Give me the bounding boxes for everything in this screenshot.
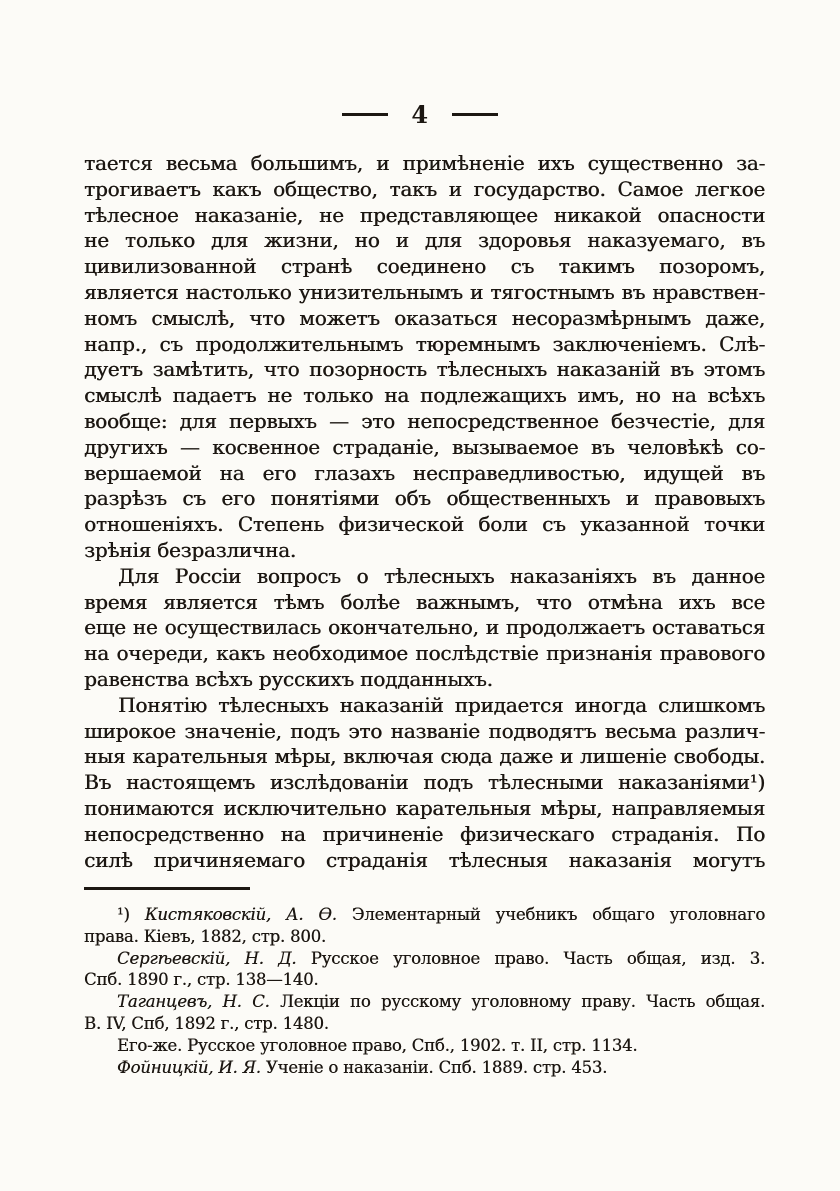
footnote-text: Ученіе о наказаніи. Спб. 1889. стр. 453. [260, 1057, 608, 1077]
footnote-text: Лекціи по русскому уголовному праву. Часть общая. [269, 992, 765, 1012]
text-line: напр., съ продолжительнымъ тюремнымъ заключеніемъ. Слѣ- [84, 331, 765, 356]
text-line: зрѣнія безразлична. [84, 537, 296, 562]
footnote-separator [84, 887, 250, 890]
text-line: понимаются исключительно карательныя мѣры, направляемыя [84, 795, 765, 820]
footnote-author: Сергѣевскій, Н. Д. [117, 948, 297, 968]
text-line: силѣ причиняемаго страданія тѣлесныя наказанія могутъ [84, 847, 765, 872]
footnote-line [84, 904, 765, 926]
text-line: Понятію тѣлесныхъ наказаній придается иногда слишкомъ [118, 692, 765, 717]
text-line: смыслѣ падаетъ не только на подлежащихъ имъ, но на всѣхъ [84, 383, 765, 408]
text-line: время является тѣмъ болѣе важнымъ, что отмѣна ихъ все [84, 589, 765, 614]
footnote-text: Элементарный учебникъ общаго уголовнаго [336, 905, 765, 924]
text-line: дуетъ замѣтить, что позорность тѣлесныхъ наказаній въ этомъ [84, 357, 765, 382]
footnotes [84, 904, 765, 1078]
text-line: тается весьма большимъ, и примѣненіе ихъ существенно за- [84, 151, 765, 175]
text-line: вообще: для первыхъ — это непосредственное безчестіе, для [84, 408, 765, 433]
footnote-line: Его-же. Русское уголовное право, Спб., 1902. т. II, стр. 1134. [117, 1035, 638, 1055]
text-line: Для Россіи вопросъ о тѣлесныхъ наказаніяхъ въ данное [118, 563, 765, 588]
header-dash-right-icon [452, 113, 498, 116]
header-dash-left-icon [342, 113, 388, 116]
footnote-line: права. Кіевъ, 1882, стр. 800. [84, 926, 326, 946]
text-line: равенства всѣхъ русскихъ подданныхъ. [84, 666, 493, 691]
text-line: тѣлесное наказаніе, не представляющее никакой опасности [84, 202, 765, 227]
text-line: отношеніяхъ. Степень физической боли съ указанной точки [84, 512, 765, 537]
footnote-author: Кистяковскій, А. Ѳ. [144, 905, 337, 924]
footnote-line [84, 991, 765, 1013]
footnote-line [84, 1057, 765, 1079]
footnote-marker: ¹) [117, 905, 145, 924]
text-line: не только для жизни, но и для здоровья наказуемаго, въ [84, 228, 765, 253]
text-line: вершаемой на его глазахъ несправедливостью, идущей въ [84, 460, 765, 485]
body-text [84, 151, 765, 873]
text-line: является настолько унизительнымъ и тягостнымъ въ нравствен- [84, 279, 765, 304]
paragraph [84, 693, 765, 874]
text-line: номъ смыслѣ, что можетъ оказаться несоразмѣрнымъ даже, [84, 305, 765, 330]
text-line: другихъ — косвенное страданіе, вызываемое въ человѣкѣ со- [84, 434, 765, 459]
text-line: разрѣзъ съ его понятіями объ общественныхъ и правовыхъ [84, 486, 765, 511]
text-line: цивилизованной странѣ соединено съ такимъ позоромъ, [84, 254, 765, 279]
text-line: еще не осуществилась окончательно, и продолжаетъ оставаться [84, 615, 765, 640]
footnote-line: В. IV, Спб, 1892 г., стр. 1480. [84, 1013, 329, 1033]
paragraph [84, 564, 765, 693]
text-line: трогиваетъ какъ общество, такъ и государство. Самое легкое [84, 176, 765, 201]
page-number: 4 [411, 100, 429, 129]
footnote-text: Русское уголовное право. Часть общая, изд. 3. [296, 948, 765, 968]
page-header [0, 98, 840, 132]
footnote-author: Таганцевъ, Н. С. [117, 992, 270, 1012]
footnote-line [84, 948, 765, 970]
text-line: ныя карательныя мѣры, включая сюда даже и лишеніе свободы. [84, 744, 765, 769]
text-line: на очереди, какъ необходимое послѣдствіе признанія правового [84, 641, 765, 666]
text-line: широкое значеніе, подъ это названіе подводятъ весьма различ- [84, 718, 765, 743]
paragraph [84, 151, 765, 564]
footnote-author: Фойницкій, И. Я. [117, 1057, 261, 1077]
text-line: Въ настоящемъ изслѣдованіи подъ тѣлесными наказаніями¹) [84, 770, 765, 795]
text-line: непосредственно на причиненіе физическаго страданія. По [84, 821, 765, 846]
footnote-line: Спб. 1890 г., стр. 138—140. [84, 970, 319, 990]
